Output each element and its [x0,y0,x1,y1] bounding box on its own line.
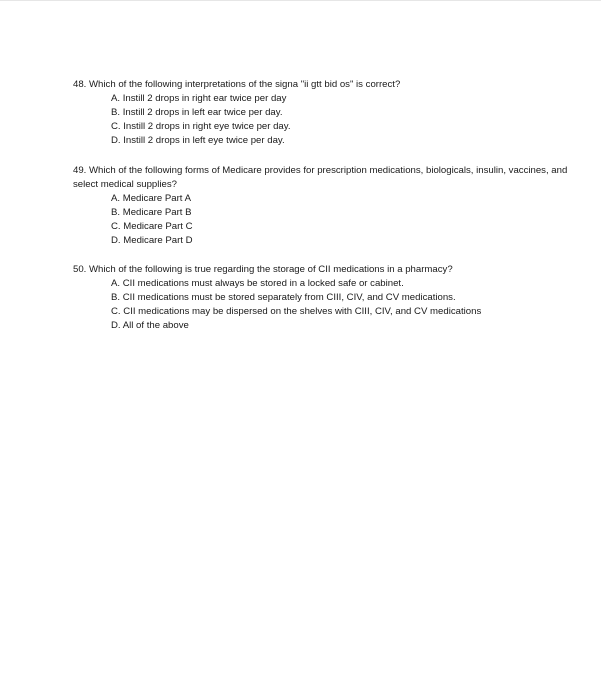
answer-options [73,277,578,333]
answer-option-a: A. CII medications must always be stored in a locked safe or cabinet. [111,278,404,289]
question-stem: 50. Which of the following is true regarding the storage of CII medications in a pharmacy? [73,264,453,275]
question-48 [73,78,578,148]
answer-option-d: D. All of the above [111,320,189,331]
question-49 [73,164,578,248]
answer-option-d: D. Instill 2 drops in left eye twice per day. [111,135,285,146]
answer-option-c: C. Instill 2 drops in right eye twice per day. [111,121,291,132]
question-stem: 49. Which of the following forms of Medicare provides for prescription medications, biologicals, insulin, vaccines, and select medical supplies? [73,165,568,190]
answer-options [73,192,578,248]
question-50 [73,263,578,333]
answer-option-b: B. Medicare Part B [111,207,192,218]
answer-option-d: D. Medicare Part D [111,235,193,246]
answer-option-a: A. Instill 2 drops in right ear twice per day [111,93,287,104]
answer-options [73,92,578,148]
answer-option-b: B. CII medications must be stored separately from CIII, CIV, and CV medications. [111,292,456,303]
answer-option-c: C. Medicare Part C [111,221,193,232]
question-stem: 48. Which of the following interpretations of the signa "ii gtt bid os" is correct? [73,79,401,90]
answer-option-a: A. Medicare Part A [111,193,191,204]
answer-option-c: C. CII medications may be dispersed on the shelves with CIII, CIV, and CV medications [111,306,482,317]
answer-option-b: B. Instill 2 drops in left ear twice per day. [111,107,283,118]
